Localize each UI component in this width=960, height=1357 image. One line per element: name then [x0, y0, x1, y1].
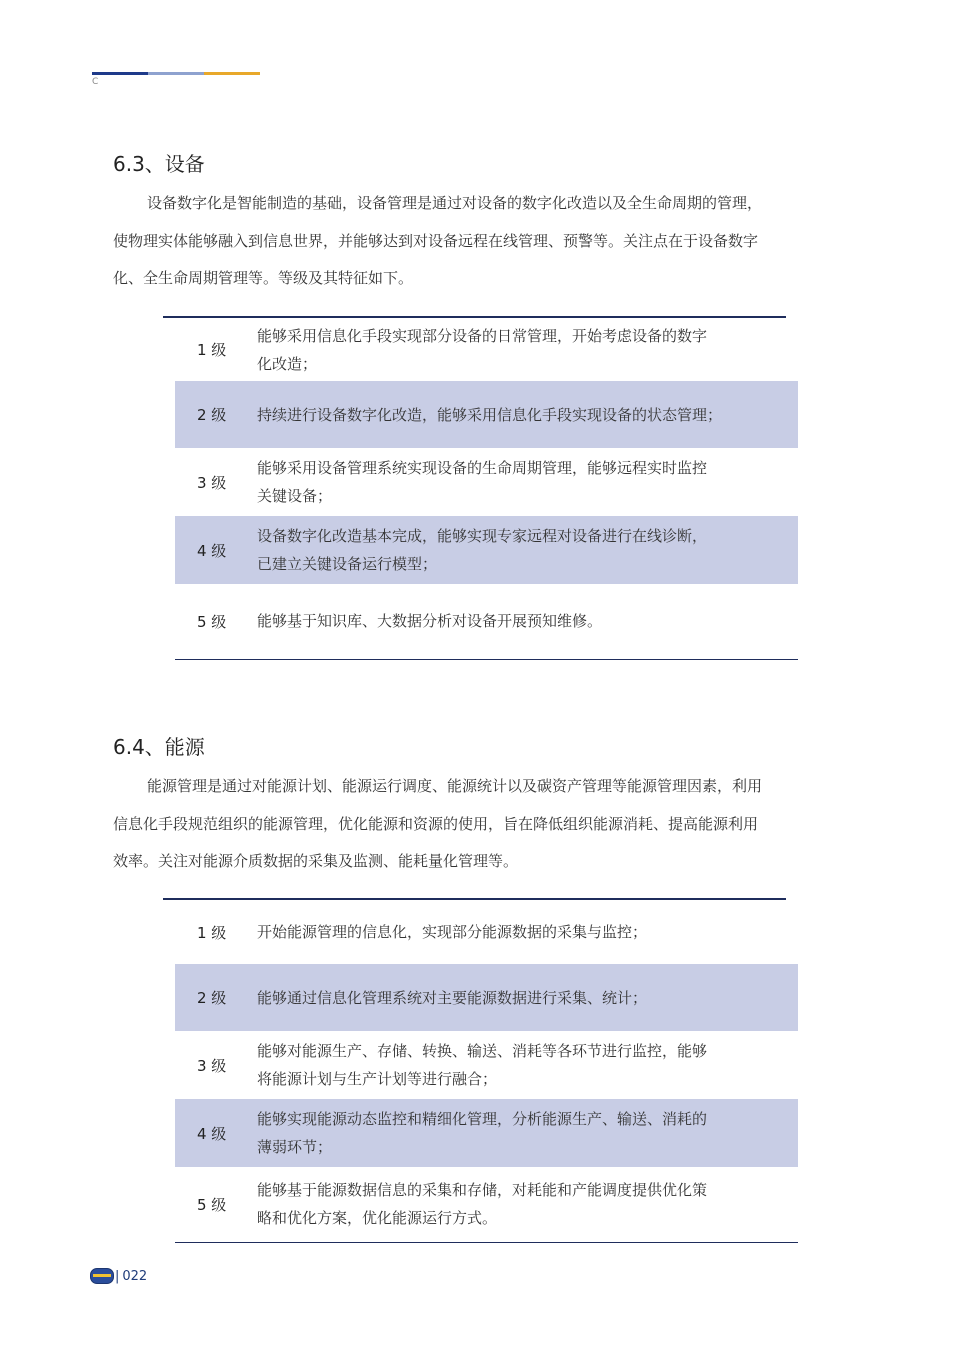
desc-line: 关键设备；: [257, 487, 333, 505]
level-label: 2 级: [197, 989, 227, 1007]
table-bottom-rule: [175, 659, 798, 660]
table-bottom-rule: [175, 1242, 798, 1243]
level-label: 5 级: [197, 1195, 227, 1214]
desc-line: 能够采用设备管理系统实现设备的生命周期管理，能够远程实时监控: [257, 459, 708, 477]
table-row: [175, 900, 798, 964]
level-label: 4 级: [197, 1124, 227, 1143]
level-description: [257, 522, 777, 578]
level-description: [257, 401, 777, 429]
section-intro-energy: [113, 768, 848, 881]
level-label: 3 级: [197, 473, 227, 492]
desc-line: 能够采用信息化手段实现部分设备的日常管理，开始考虑设备的数字: [257, 326, 708, 345]
table-row: [175, 1031, 798, 1099]
desc-line: 设备数字化改造基本完成，能够实现专家远程对设备进行在线诊断，: [257, 527, 708, 545]
table-row: [175, 1099, 798, 1167]
table-row: [175, 318, 798, 381]
intro-line: 化、全生命周期管理等。等级及其特征如下。: [113, 269, 414, 287]
desc-line: 能够实现能源动态监控和精细化管理，分析能源生产、输送、消耗的: [257, 1110, 708, 1128]
intro-line: 使物理实体能够融入到信息世界，并能够达到对设备远程在线管理、预警等。关注点在于设备数字: [113, 231, 759, 250]
page-number: 022: [122, 1268, 148, 1284]
level-description: [257, 322, 777, 378]
desc-line: 略和优化方案，优化能源运行方式。: [257, 1209, 498, 1227]
intro-line: 设备数字化是智能制造的基础，设备管理是通过对设备的数字化改造以及全生命周期的管理，: [147, 194, 763, 212]
section-title-equipment: 6.3、设备: [113, 152, 205, 176]
level-description: [257, 918, 777, 946]
desc-line: 能够基于知识库、大数据分析对设备开展预知维修。: [257, 612, 603, 630]
page-footer: [90, 1268, 147, 1284]
level-label: 2 级: [197, 406, 227, 424]
level-description: [257, 607, 777, 635]
level-label: 3 级: [197, 1056, 227, 1075]
level-label: 5 级: [197, 612, 227, 631]
desc-line: 能够对能源生产、存储、转换、输送、消耗等各环节进行监控，能够: [257, 1042, 708, 1060]
section-title-energy: 6.4、能源: [113, 735, 205, 759]
level-description: [257, 984, 777, 1012]
level-description: [257, 454, 777, 510]
table-row: [175, 584, 798, 658]
page-separator: |: [115, 1268, 120, 1284]
desc-line: 开始能源管理的信息化，实现部分能源数据的采集与监控；: [257, 923, 648, 941]
level-label: 1 级: [197, 923, 227, 942]
desc-line: 能够基于能源数据信息的采集和存储，对耗能和产能调度提供优化策: [257, 1181, 708, 1199]
table-row: [175, 964, 798, 1031]
desc-line: 将能源计划与生产计划等进行融合；: [257, 1070, 498, 1088]
level-label: 1 级: [197, 341, 227, 359]
table-row: [175, 448, 798, 516]
table-row: [175, 516, 798, 584]
level-description: [257, 1037, 777, 1093]
header-bar-segment-dark: [92, 72, 148, 75]
header-color-bar: [92, 72, 260, 75]
intro-line: 效率。关注对能源介质数据的采集及监测、能耗量化管理等。: [113, 852, 519, 870]
table-row: [175, 381, 798, 448]
header-mark: C: [92, 77, 99, 87]
level-label: 4 级: [197, 541, 227, 560]
cmmm-logo-icon: [90, 1268, 114, 1284]
table-row: [175, 1167, 798, 1241]
desc-line: 持续进行设备数字化改造，能够采用信息化手段实现设备的状态管理；: [257, 405, 723, 424]
level-description: [257, 1176, 777, 1232]
desc-line: 已建立关键设备运行模型；: [257, 555, 438, 573]
intro-line: 能源管理是通过对能源计划、能源运行调度、能源统计以及碳资产管理等能源管理因素，利用: [147, 777, 763, 795]
section-intro-equipment: [113, 185, 848, 298]
desc-line: 能够通过信息化管理系统对主要能源数据进行采集、统计；: [257, 988, 648, 1007]
desc-line: 薄弱环节；: [257, 1138, 333, 1156]
header-bar-segment-gold: [204, 72, 260, 75]
desc-line: 化改造；: [257, 354, 318, 373]
header-bar-segment-light: [148, 72, 204, 75]
intro-line: 信息化手段规范组织的能源管理，优化能源和资源的使用，旨在降低组织能源消耗、提高能源利用: [113, 814, 759, 833]
level-description: [257, 1105, 777, 1161]
